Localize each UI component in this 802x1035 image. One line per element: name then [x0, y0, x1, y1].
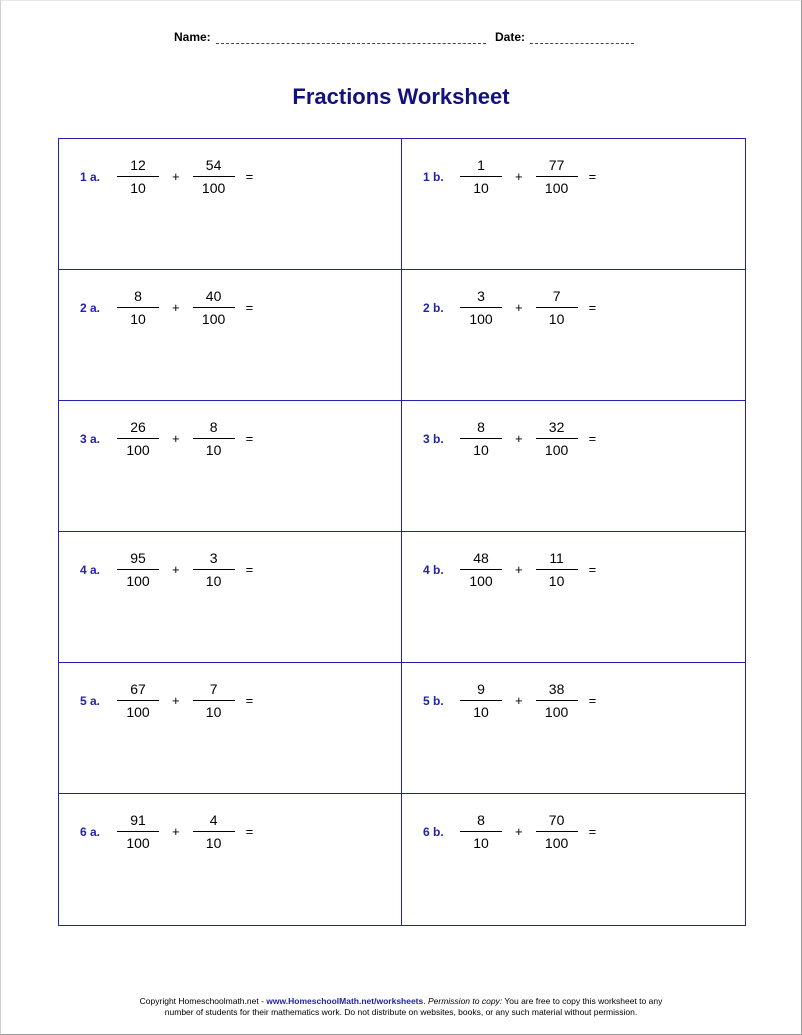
denominator-1: 100: [126, 704, 150, 720]
footer: [0, 996, 802, 1018]
footer-line-2: number of students for their mathematics work. Do not distribute on websites, books, or any such material without permission.: [164, 1007, 638, 1017]
plus-sign: +: [172, 562, 180, 577]
problem-cell: [59, 270, 402, 401]
problem-cell: [59, 139, 402, 270]
denominator-1: 10: [473, 442, 489, 458]
numerator-2: 7: [552, 288, 561, 304]
plus-sign: +: [515, 431, 523, 446]
plus-sign: +: [172, 431, 180, 446]
fraction-2: [192, 680, 236, 721]
problem-cell: [59, 532, 402, 663]
denominator-2: 100: [544, 442, 569, 458]
plus-sign: +: [172, 824, 180, 839]
equals-sign: =: [245, 431, 254, 446]
denominator-2: 10: [205, 573, 222, 589]
denominator-1: 100: [469, 311, 493, 327]
footer-copyright: Copyright Homeschoolmath.net -: [139, 996, 267, 1006]
problem: [80, 811, 253, 852]
numerator-2: 77: [548, 157, 565, 173]
footer-site-link[interactable]: www.HomeschoolMath.net/worksheets: [266, 996, 424, 1006]
problem-cell: [402, 270, 745, 401]
date-field-line[interactable]: [530, 43, 634, 44]
denominator-1: 100: [469, 573, 493, 589]
problem: [80, 549, 253, 590]
footer-sep: .: [423, 996, 428, 1006]
problem: [423, 680, 596, 721]
numerator-1: 1: [477, 157, 485, 173]
denominator-1: 100: [126, 835, 150, 851]
numerator-2: 4: [209, 812, 218, 828]
problem-cell: [402, 794, 745, 925]
numerator-2: 32: [548, 419, 565, 435]
problem: [80, 680, 253, 721]
problem-cell: [402, 532, 745, 663]
equals-sign: =: [245, 824, 254, 839]
denominator-1: 10: [473, 180, 489, 196]
problem-label: 6 b.: [423, 824, 444, 839]
page-title: Fractions Worksheet: [292, 84, 510, 109]
fraction-2: [535, 811, 579, 852]
fraction-2: [535, 549, 579, 590]
denominator-1: 10: [130, 180, 146, 196]
denominator-1: 100: [126, 573, 150, 589]
problem-label: 2 b.: [423, 300, 444, 315]
problem-label: 1 b.: [423, 169, 444, 184]
plus-sign: +: [515, 693, 523, 708]
numerator-1: 9: [477, 681, 485, 697]
numerator-2: 40: [205, 288, 222, 304]
problem-label: 5 b.: [423, 693, 444, 708]
fraction-2: [192, 156, 236, 197]
numerator-1: 26: [130, 419, 146, 435]
problem-label: 4 a.: [80, 562, 101, 577]
plus-sign: +: [172, 300, 180, 315]
fraction-1: [459, 156, 503, 197]
denominator-2: 10: [205, 704, 222, 720]
numerator-2: 3: [209, 550, 218, 566]
fraction-1: [459, 287, 503, 328]
problem-grid: [58, 138, 746, 926]
footer-line-1: [0, 996, 802, 1007]
denominator-2: 100: [544, 835, 569, 851]
plus-sign: +: [515, 824, 523, 839]
fraction-2: [535, 156, 579, 197]
numerator-1: 91: [130, 812, 146, 828]
fraction-2: [535, 680, 579, 721]
numerator-2: 54: [205, 157, 222, 173]
numerator-1: 3: [477, 288, 485, 304]
problem: [80, 156, 253, 197]
fraction-2: [192, 549, 236, 590]
problem-cell: [59, 663, 402, 794]
problem-cell: [59, 401, 402, 532]
denominator-1: 100: [126, 442, 150, 458]
fraction-1: [116, 156, 160, 197]
name-label: Name:: [174, 30, 211, 44]
equals-sign: =: [245, 562, 254, 577]
denominator-2: 10: [205, 835, 222, 851]
name-field-line[interactable]: [216, 43, 486, 44]
numerator-2: 11: [549, 550, 564, 566]
problem-label: 5 a.: [80, 693, 101, 708]
problem-label: 3 b.: [423, 431, 444, 446]
fraction-2: [535, 287, 579, 328]
equals-sign: =: [245, 693, 254, 708]
problem: [423, 156, 596, 197]
fraction-2: [192, 418, 236, 459]
fraction-2: [192, 811, 236, 852]
denominator-2: 100: [201, 180, 226, 196]
problem: [80, 287, 253, 328]
fraction-1: [459, 811, 503, 852]
denominator-1: 10: [473, 704, 489, 720]
problem-label: 6 a.: [80, 824, 101, 839]
plus-sign: +: [515, 562, 523, 577]
problem-cell: [402, 663, 745, 794]
problem: [423, 287, 596, 328]
equals-sign: =: [588, 169, 597, 184]
plus-sign: +: [172, 169, 180, 184]
plus-sign: +: [515, 300, 523, 315]
denominator-1: 10: [473, 835, 489, 851]
fraction-1: [116, 811, 160, 852]
numerator-2: 38: [548, 681, 565, 697]
fraction-1: [116, 287, 160, 328]
numerator-1: 8: [477, 419, 485, 435]
problem: [80, 418, 253, 459]
problem-cell: [402, 139, 745, 270]
equals-sign: =: [588, 300, 597, 315]
equals-sign: =: [245, 300, 254, 315]
denominator-2: 100: [201, 311, 226, 327]
plus-sign: +: [172, 693, 180, 708]
equals-sign: =: [245, 169, 254, 184]
problem-cell: [402, 401, 745, 532]
fraction-2: [192, 287, 236, 328]
fraction-2: [535, 418, 579, 459]
problem-cell: [59, 794, 402, 925]
denominator-2: 10: [548, 573, 565, 589]
footer-permission-label: Permission to copy:: [427, 996, 503, 1006]
problem: [423, 811, 596, 852]
fraction-1: [459, 680, 503, 721]
problem-label: 2 a.: [80, 300, 101, 315]
denominator-2: 10: [205, 442, 222, 458]
equals-sign: =: [588, 562, 597, 577]
denominator-2: 100: [544, 704, 569, 720]
plus-sign: +: [515, 169, 523, 184]
equals-sign: =: [588, 431, 597, 446]
denominator-1: 10: [130, 311, 146, 327]
numerator-2: 70: [548, 812, 565, 828]
denominator-2: 100: [544, 180, 569, 196]
equals-sign: =: [588, 693, 597, 708]
numerator-1: 8: [134, 288, 142, 304]
numerator-1: 48: [473, 550, 489, 566]
equals-sign: =: [588, 824, 597, 839]
date-label: Date:: [495, 30, 526, 44]
denominator-2: 10: [548, 311, 565, 327]
footer-permission-text: You are free to copy this worksheet to any: [502, 996, 663, 1006]
fraction-1: [116, 418, 160, 459]
problem-label: 1 a.: [80, 169, 101, 184]
problem: [423, 418, 596, 459]
fraction-1: [459, 549, 503, 590]
fraction-1: [116, 549, 160, 590]
problem: [423, 549, 596, 590]
problem-label: 4 b.: [423, 562, 444, 577]
numerator-2: 7: [209, 681, 218, 697]
problem-label: 3 a.: [80, 431, 101, 446]
numerator-1: 8: [477, 812, 485, 828]
numerator-2: 8: [209, 419, 218, 435]
fraction-1: [116, 680, 160, 721]
numerator-1: 12: [130, 157, 146, 173]
numerator-1: 67: [130, 681, 146, 697]
numerator-1: 95: [130, 550, 146, 566]
fraction-1: [459, 418, 503, 459]
